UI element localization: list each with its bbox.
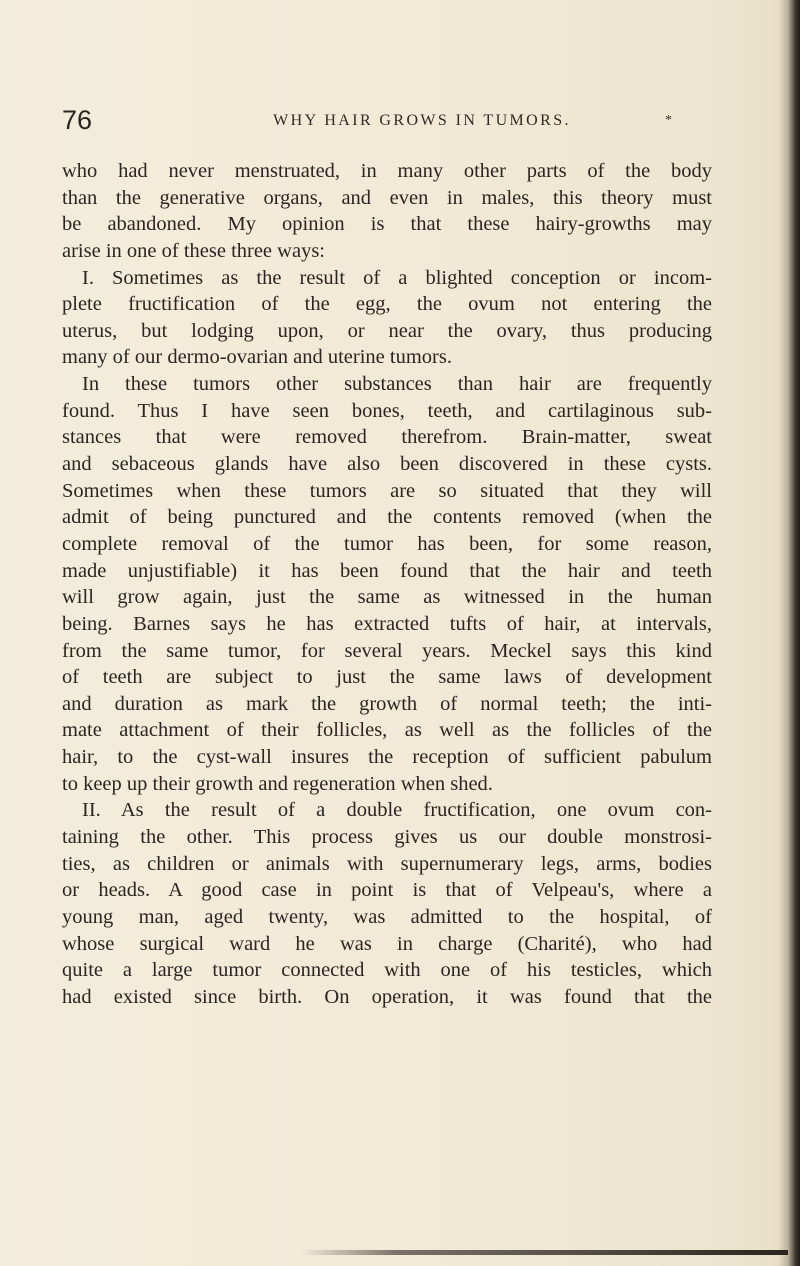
text-line: young man, aged twenty, was admitted to the hospital, of <box>62 905 712 928</box>
text-line: stances that were removed therefrom. Brain-matter, sweat <box>62 426 712 449</box>
text-line: or heads. A good case in point is that of Velpeau's, where a <box>62 879 712 902</box>
text-line: who had never menstruated, in many other parts of the body <box>62 160 712 182</box>
page-edge-shadow <box>778 0 800 1266</box>
text-line: quite a large tumor connected with one of his testicles, which <box>62 959 712 982</box>
text-line: made unjustifiable) it has been found that the hair and teeth <box>62 559 712 582</box>
text-line: uterus, but lodging upon, or near the ovary, thus producing <box>62 319 712 342</box>
text-line: ties, as children or animals with supernumerary legs, arms, bodies <box>62 852 712 875</box>
text-line: had existed since birth. On operation, it was found that the <box>62 985 712 1008</box>
text-line: mate attachment of their follicles, as well as the follicles of the <box>62 719 712 742</box>
printer-mark: * <box>665 113 672 128</box>
page-number: 76 <box>62 105 93 135</box>
text-line: and sebaceous glands have also been discovered in these cysts. <box>62 453 712 476</box>
text-line: from the same tumor, for several years. Meckel says this kind <box>62 639 712 662</box>
page-header <box>62 103 702 143</box>
text-line: many of our dermo-ovarian and uterine tumors. <box>62 346 452 369</box>
text-line: admit of being punctured and the contents removed (when the <box>62 506 712 529</box>
text-line: taining the other. This process gives us our double monstrosi- <box>62 826 712 849</box>
text-line: will grow again, just the same as witnessed in the human <box>62 586 712 609</box>
text-line: I. Sometimes as the result of a blighted conception or incom- <box>82 266 712 289</box>
text-line: than the generative organs, and even in males, this theory must <box>62 186 712 209</box>
text-line: II. As the result of a double fructification, one ovum con- <box>82 799 712 822</box>
text-line: of teeth are subject to just the same laws of development <box>62 666 712 689</box>
text-line: In these tumors other substances than hair are frequently <box>82 373 712 396</box>
text-line: arise in one of these three ways: <box>62 239 325 262</box>
text-line: and duration as mark the growth of normal teeth; the inti- <box>62 692 712 715</box>
text-line: found. Thus I have seen bones, teeth, and cartilaginous sub- <box>62 399 712 422</box>
text-line: complete removal of the tumor has been, for some reason, <box>62 532 712 555</box>
text-line: hair, to the cyst-wall insures the reception of sufficient pabulum <box>62 746 712 769</box>
text-line: Sometimes when these tumors are so situated that they will <box>62 479 712 502</box>
text-line: plete fructification of the egg, the ovum not entering the <box>62 293 712 316</box>
text-line: be abandoned. My opinion is that these hairy-growths may <box>62 213 712 236</box>
page-bottom-edge <box>300 1250 788 1255</box>
body-text <box>62 158 712 1011</box>
running-head: WHY HAIR GROWS IN TUMORS. <box>273 112 571 129</box>
text-line: to keep up their growth and regeneration when shed. <box>62 772 493 795</box>
text-line: being. Barnes says he has extracted tufts of hair, at intervals, <box>62 612 712 635</box>
text-line: whose surgical ward he was in charge (Charité), who had <box>62 932 712 955</box>
